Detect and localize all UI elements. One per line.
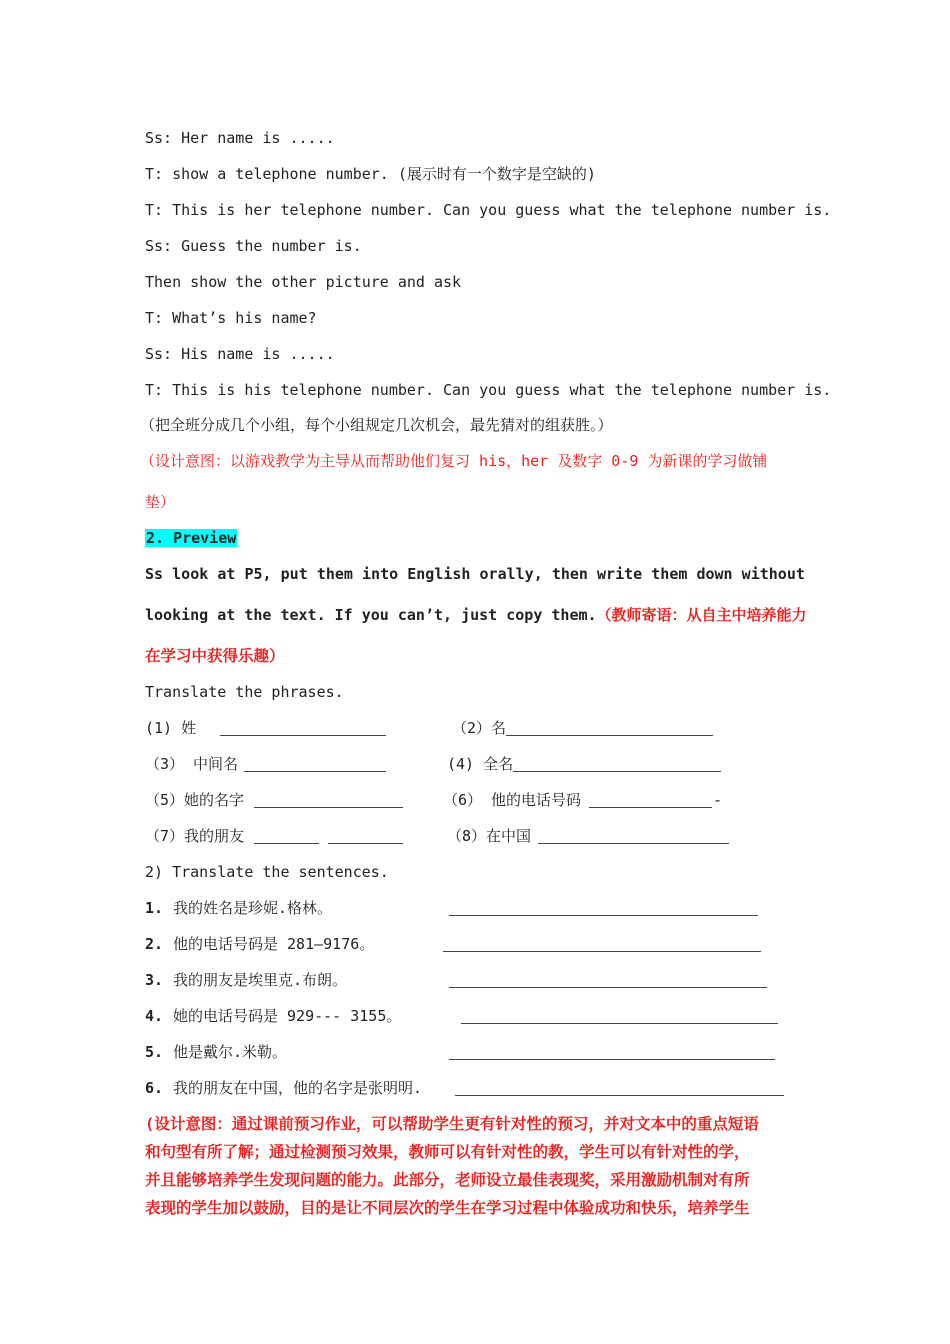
sentence-item [145, 1042, 287, 1062]
preview-word: P5, [244, 565, 272, 583]
teacher-message: （教师寄语：从自主中培养能力 [596, 606, 807, 624]
preview-word: write [597, 565, 643, 583]
answer-blank[interactable] [449, 899, 758, 916]
answer-blank[interactable] [461, 1007, 778, 1024]
answer-blank[interactable] [513, 755, 721, 772]
design-intent-line: (设计意图：通过课前预习作业，可以帮助学生更有针对性的预习，并对文本中的重点短语 [145, 1115, 759, 1133]
phrase-item [447, 754, 513, 774]
sentence-text: 我的朋友在中国，他的名字是张明明. [173, 1079, 423, 1097]
sentence-number: 5. [145, 1043, 164, 1061]
preview-word: put [280, 565, 308, 583]
sentence-text: 她的电话号码是 929--- 3155。 [173, 1007, 402, 1025]
dialogue-line: Then show the other picture and ask [145, 273, 462, 291]
sentence-item [145, 1006, 401, 1026]
preview-word: without [741, 565, 805, 583]
phrase-item [145, 718, 196, 738]
preview-word: into [362, 565, 399, 583]
sentence-item [145, 898, 332, 918]
dialogue-line: Ss: His name is ..... [145, 345, 335, 363]
sentence-item [145, 1078, 422, 1098]
answer-blank[interactable] [506, 719, 713, 736]
dialogue-line: T: This is his telephone number. Can you guess what the telephone number is. [145, 381, 832, 399]
phrase-item [145, 826, 244, 846]
answer-blank[interactable] [538, 827, 729, 844]
preview-word: down [696, 565, 733, 583]
design-intent-line: 并且能够培养学生发现问题的能力。此部分，老师设立最佳表现奖，采用激励机制对有所 [145, 1171, 750, 1189]
dialogue-line: Ss: Guess the number is. [145, 237, 362, 255]
section-title-text: 2. Preview [146, 529, 237, 547]
phrase-label: (1) 姓 [145, 719, 197, 737]
phrase-item [447, 826, 531, 846]
phrase-item [452, 718, 506, 738]
dialogue-line: T: What’s his name? [145, 309, 317, 327]
sentence-item [145, 934, 374, 954]
translate-sentences-label: 2) Translate the sentences. [145, 863, 389, 881]
answer-blank[interactable] [455, 1079, 784, 1096]
sentence-text: 他是戴尔.米勒。 [173, 1043, 288, 1061]
phrase-label: (4) 全名 [447, 755, 514, 773]
sentence-number: 1. [145, 899, 164, 917]
sentence-text: 我的姓名是珍妮.格林。 [173, 899, 333, 917]
sentence-number: 4. [145, 1007, 164, 1025]
translate-phrases-label: Translate the phrases. [145, 683, 344, 701]
phrase-suffix: - [713, 791, 723, 809]
preview-word: look [172, 565, 209, 583]
preview-word: them [316, 565, 353, 583]
sentence-number: 3. [145, 971, 164, 989]
answer-blank[interactable] [244, 755, 386, 772]
sentence-item [145, 970, 347, 990]
sentence-number: 6. [145, 1079, 164, 1097]
answer-blank[interactable] [449, 1043, 775, 1060]
group-note: （把全班分成几个小组，每个小组规定几次机会，最先猜对的组获胜。） [140, 416, 613, 434]
phrase-item [145, 754, 238, 774]
phrase-label: （2）名 [452, 719, 507, 737]
answer-blank[interactable] [589, 791, 712, 808]
phrase-label: （6） 他的电话号码 [443, 791, 582, 809]
preview-instruction-line [145, 605, 807, 625]
teacher-message: 在学习中获得乐趣） [145, 647, 285, 665]
preview-word: Ss [145, 565, 164, 583]
sentence-number: 2. [145, 935, 164, 953]
preview-instruction-text: looking at the text. If you can’t, just copy them. [145, 606, 597, 624]
phrase-item [443, 790, 581, 810]
phrase-item [145, 790, 244, 810]
phrase-label: （3） 中间名 [145, 755, 239, 773]
design-intent-paragraph [145, 1110, 810, 1222]
preview-word: at [217, 565, 236, 583]
dialogue-line: T: show a telephone number. (展示时有一个数字是空缺的) [145, 165, 596, 183]
dialogue-line: T: This is her telephone number. Can you guess what the telephone number is. [145, 201, 832, 219]
answer-blank[interactable] [449, 971, 767, 988]
preview-word: then [551, 565, 588, 583]
answer-blank[interactable] [443, 935, 761, 952]
design-intent-line: 垫） [145, 493, 176, 511]
answer-blank[interactable] [254, 827, 319, 844]
design-intent-line: 和句型有所了解；通过检测预习效果，教师可以有针对性的教，学生可以有针对性的学， [145, 1143, 750, 1161]
phrase-label: （5）她的名字 [145, 791, 245, 809]
preview-instruction-line [145, 564, 805, 584]
phrase-label: （7）我的朋友 [145, 827, 245, 845]
design-intent-line: （设计意图：以游戏教学为主导从而帮助他们复习 his，her 及数字 0-9 为新课的学习做铺 [140, 452, 768, 470]
answer-blank[interactable] [254, 791, 403, 808]
dialogue-line: Ss: Her name is ..... [145, 129, 335, 147]
answer-blank[interactable] [220, 719, 386, 736]
phrase-label: （8）在中国 [447, 827, 532, 845]
preview-word: English [407, 565, 471, 583]
preview-word: orally, [479, 565, 543, 583]
design-intent-line: 表现的学生加以鼓励，目的是让不同层次的学生在学习过程中体验成功和快乐，培养学生 [145, 1199, 750, 1217]
section-title [145, 528, 237, 548]
sentence-text: 我的朋友是埃里克.布朗。 [173, 971, 348, 989]
sentence-text: 他的电话号码是 281—9176。 [173, 935, 375, 953]
answer-blank[interactable] [328, 827, 403, 844]
preview-word: them [651, 565, 688, 583]
